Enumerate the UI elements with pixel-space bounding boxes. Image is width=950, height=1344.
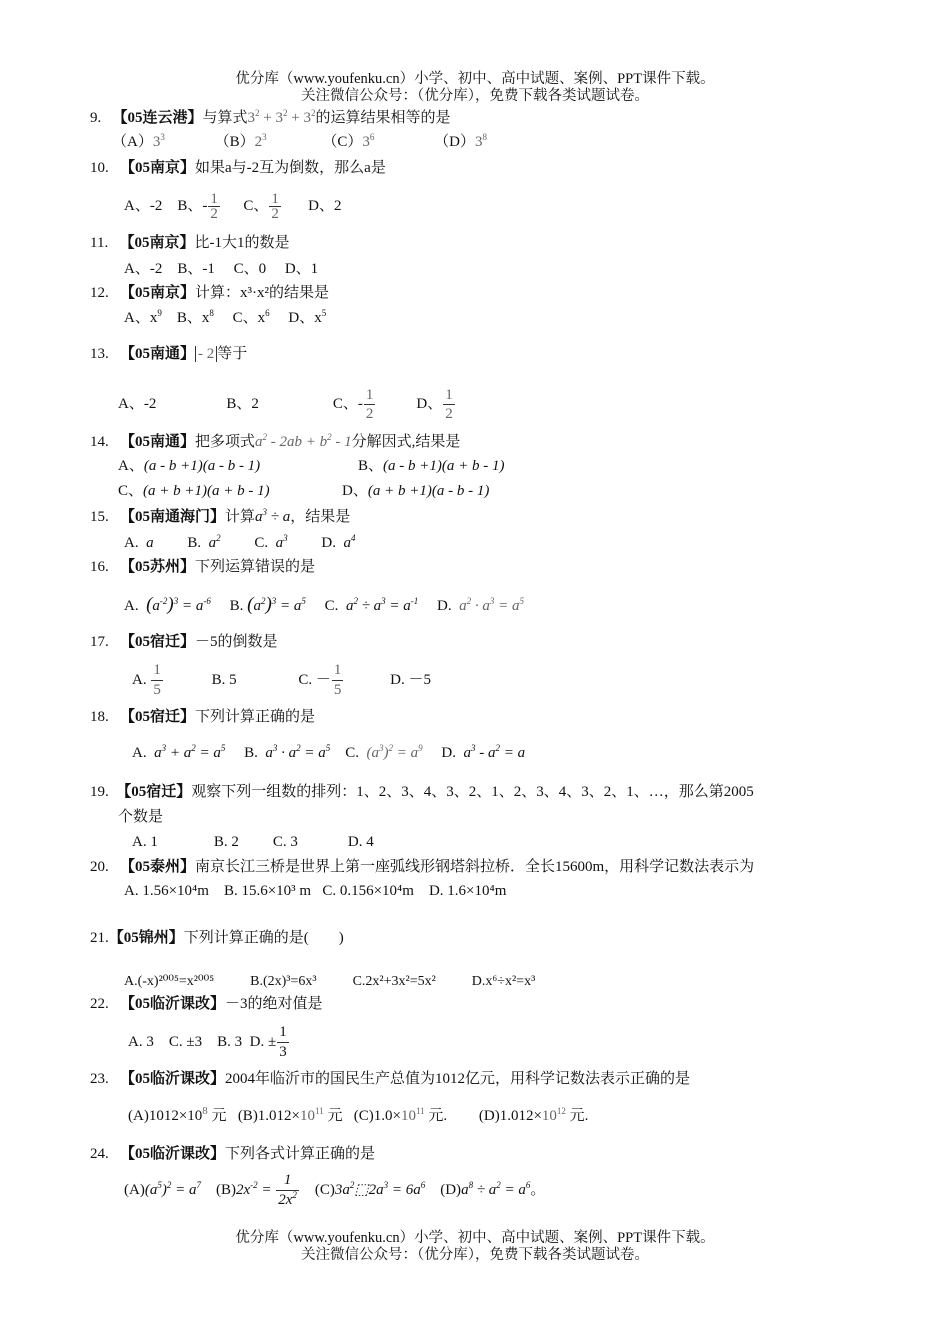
question-10-options: A、-2 B、- $\frac{1}{2}$ C、 $\frac{1}{2}$ D、2	[124, 191, 342, 223]
question-16-options: A. $(a^{-2})^3 = a^{-6}$ B. $(a^2)^3 = a^5$ C. $a^2 \div a^3 = a^{-1}$ D. $a^2 \cdot a^3 = a^5$	[124, 594, 525, 615]
question-23: 23. 【05临沂课改】2004年临沂市的国民生产总值为1012亿元，用科学记数法表示正确的是	[90, 1071, 691, 1087]
question-11-options: A、-2 B、-1 C、0 D、1	[124, 261, 319, 277]
question-17-options: A. $\frac{1}{5}$ B. 5 C. － $\frac{1}{5}$ D. －5	[132, 662, 431, 699]
page-footer-line2: 关注微信公众号：（优分库），免费下载各类试题试卷。	[301, 1247, 649, 1263]
question-17: 17. 【05宿迁】－5的倒数是	[90, 634, 278, 650]
question-14-option-b: B、(a - b +1)(a + b - 1)	[358, 458, 505, 474]
question-20-options: A. 1.56×10⁴m B. 15.6×10³ m C. 0.156×10⁴m D. 1.6×10⁴m	[124, 883, 507, 899]
question-12-options: A、$x^9$ B、$x^8$ C、$x^6$ D、$x^5$	[124, 308, 327, 326]
question-21: 21.【05锦州】下列计算正确的是( )	[90, 930, 344, 946]
page-footer-line1: 优分库（www.youfenku.cn）小学、初中、高中试题、案例、PPT课件下载。	[235, 1230, 715, 1246]
question-19-line2: 个数是	[118, 809, 164, 825]
question-13: 13. 【05南通】 - 2 等于	[90, 346, 248, 362]
question-9-options: $(A)3^3$ $(B)2^3$ $(C)3^6$ $(D)3^8$	[112, 132, 487, 150]
question-10: 10. 【05南京】如果a与-2互为倒数，那么a是	[90, 160, 386, 176]
question-11: 11. 【05南京】比-1大1的数是	[90, 235, 290, 251]
question-24-options: $(A)(a^5)^2 = a^7$ $(B)2x^{-2}$ = $\frac{1}{2x^2}$ $(C)3a^2⬚2a^3 = 6a^6$ $(D)a^8 \div a^2 = a^6$。	[124, 1172, 546, 1209]
question-12: 12. 【05南京】计算：x³·x²的结果是	[90, 285, 330, 301]
question-21-options: A.(-x)²⁰⁰⁵=x²⁰⁰⁵ B.(2x)³=6x³ C.2x²+3x²=5x² D.x⁶÷x²=x³	[124, 974, 536, 989]
page-header-line1: 优分库（www.youfenku.cn）小学、初中、高中试题、案例、PPT课件下载。	[235, 71, 715, 87]
question-14-option-d: D、(a + b +1)(a - b - 1)	[342, 483, 490, 499]
page-header-line2: 关注微信公众号：（优分库），免费下载各类试题试卷。	[301, 88, 649, 104]
question-24: 24. 【05临沂课改】下列各式计算正确的是	[90, 1146, 376, 1162]
question-20: 20. 【05泰州】南京长江三桥是世界上第一座弧线形钢塔斜拉桥．全长15600m，用科学记数法表示为	[90, 859, 755, 875]
question-19-options: A. 1 B. 2 C. 3 D. 4	[132, 834, 374, 850]
question-14-option-c: C、(a + b +1)(a + b - 1)	[118, 483, 270, 499]
question-13-options: A、-2 B、2 C、- $\frac{1}{2}$ D、 $\frac{1}{2}$	[118, 387, 453, 423]
question-22-options: A. 3 C. ±3 B. 3 D. ± $\frac{1}{3}$	[128, 1024, 287, 1061]
question-16: 16. 【05苏州】下列运算错误的是	[90, 559, 316, 575]
question-15-options: A. a B. $a^2$ C. $a^3$ D. $a^4$	[124, 533, 356, 551]
question-14-option-a: A、(a - b +1)(a - b - 1)	[118, 458, 261, 474]
question-23-options: $(A)1012\times 10^8$ 元 $(B)1.012\times 10^{11}$ 元 $(C)1.0\times 10^{11}$ 元. $(D)1.012\times 10^{12}$ 元.	[128, 1105, 589, 1124]
question-18: 18. 【05宿迁】下列计算正确的是	[90, 709, 316, 725]
question-15: 15. 【05南通海门】计算$a^3 \div a$，结果是	[90, 507, 351, 525]
question-22: 22. 【05临沂课改】－3的绝对值是	[90, 996, 323, 1012]
question-18-options: A. $a^3 + a^2 = a^5$ B. $a^3 \cdot a^2 = a^5$ C. $(a^3)^2 = a^9$ D. $a^3 - a^2 = a$	[132, 743, 526, 761]
question-19: 19. 【05宿迁】观察下列一组数的排列：1、2、3、4、3、2、1、2、3、4、3、2、1、…，那么第2005	[90, 784, 754, 800]
question-14: 14. 【05南通】把多项式$a^2 - 2ab + b^2 - 1$分解因式,结果是	[90, 432, 461, 450]
question-9: 9. 【05连云港】与算式$3^2 + 3^2 + 3^2$的运算结果相等的是	[90, 108, 451, 126]
